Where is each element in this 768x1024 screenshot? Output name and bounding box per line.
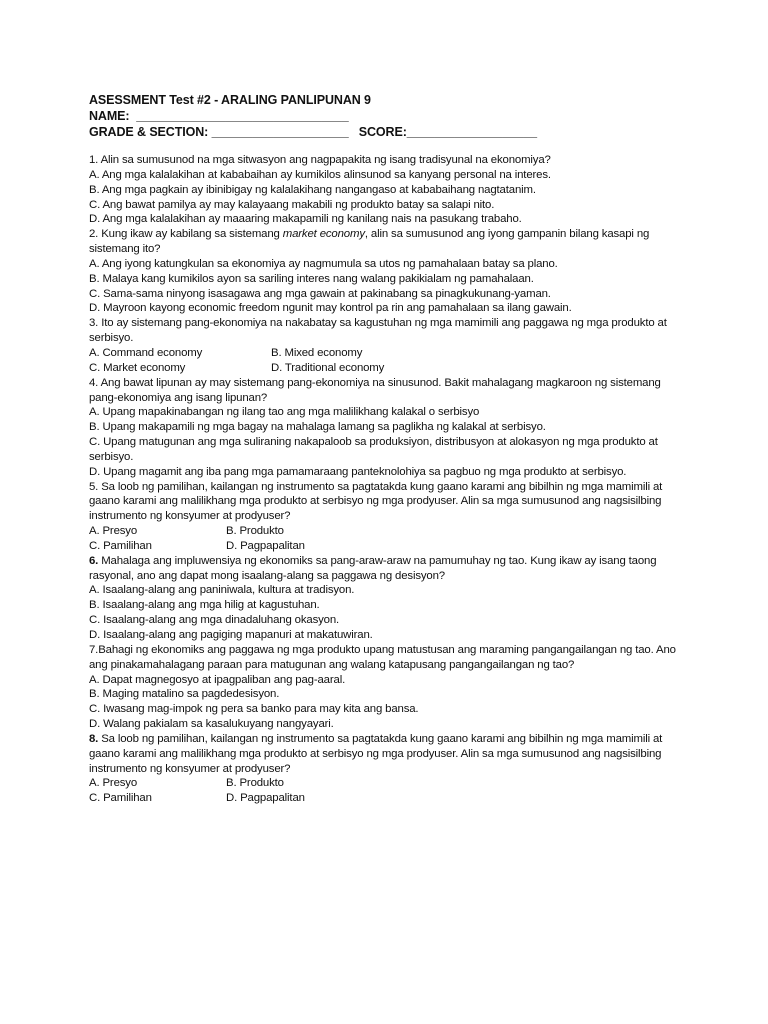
option-b: B. Mixed economy bbox=[271, 346, 363, 359]
option-a: A. Presyo bbox=[89, 777, 138, 790]
question-text: 2. Kung ikaw ay kabilang sa sistemang market economy, alin sa sumusunod ang iyong gampanin bilang kasapi ng sistemang ito? bbox=[89, 228, 650, 256]
option-c: C. Isaalang-alang ang mga dinadaluhang okasyon. bbox=[89, 614, 340, 627]
question-5 bbox=[89, 480, 688, 554]
question-2 bbox=[89, 227, 688, 316]
option-a: A. Presyo bbox=[89, 525, 138, 538]
option-b: B. Maging matalino sa pagdedesisyon. bbox=[89, 688, 280, 701]
option-a: A. Dapat magnegosyo at ipagpaliban ang pag-aaral. bbox=[89, 673, 346, 686]
option-d: D. Pagpapalitan bbox=[226, 792, 305, 805]
option-c: C. Pamilihan bbox=[89, 792, 152, 805]
option-d: D. Pagpapalitan bbox=[226, 539, 305, 552]
option-b: B. Upang makapamili ng mga bagay na mahalaga lamang sa paglikha ng kalakal at serbisyo. bbox=[89, 421, 546, 434]
option-b: B. Malaya kang kumikilos ayon sa sariling interes nang walang pakikialam ng pamahalaan. bbox=[89, 272, 534, 285]
question-text: 5. Sa loob ng pamilihan, kailangan ng instrumento sa pagtatakda kung gaano karami ang bibilhin ng mga mamimili at gaano karami ang malilikhang mga produkto at serbisyo ng mga prodyuser. Alin sa mga sumusunod ang nagsisilbing instrumento ng konsyumer at prodyuser? bbox=[89, 480, 663, 523]
option-c: C. Iwasang mag-impok ng pera sa banko para may kita ang bansa. bbox=[89, 703, 419, 716]
question-4 bbox=[89, 376, 688, 480]
question-text: 7.Bahagi ng ekonomiks ang paggawa ng mga produkto upang matustusan ang maraming pangangailangan ng tao. Ano ang pinakamahalagang paraan para matugunan ang walang katapusang pangangailangan ng tao? bbox=[89, 643, 676, 671]
question-8 bbox=[89, 732, 688, 806]
option-c: C. Sama-sama ninyong isasagawa ang mga gawain at pakinabang sa pinagkukunang-yaman. bbox=[89, 287, 551, 300]
option-d: D. Ang mga kalalakihan ay maaaring makapamili ng kanilang nais na pasukang trabaho. bbox=[89, 213, 522, 226]
emphasis-term: market economy bbox=[282, 228, 365, 241]
grade-score-line: GRADE & SECTION: ____________________ SCORE:___________________ bbox=[89, 125, 537, 139]
document-title: ASESSMENT Test #2 - ARALING PANLIPUNAN 9 bbox=[89, 93, 371, 107]
option-a: A. Ang iyong katungkulan sa ekonomiya ay nagmumula sa utos ng pamahalaan batay sa plano. bbox=[89, 257, 558, 270]
option-d: D. Isaalang-alang ang pagiging mapanuri at makatuwiran. bbox=[89, 629, 373, 641]
option-a: A. Isaalang-alang ang paniniwala, kultura at tradisyon. bbox=[89, 584, 355, 597]
question-text: 1. Alin sa sumusunod na mga sitwasyon ang nagpapakita ng isang tradisyunal na ekonomiya? bbox=[89, 154, 551, 166]
option-b: B. Produkto bbox=[226, 777, 284, 790]
option-c: C. Ang bawat pamilya ay may kalayaang makabili ng produkto batay sa salapi nito. bbox=[89, 198, 495, 211]
option-a: A. Upang mapakinabangan ng ilang tao ang mga malilikhang kalakal o serbisyo bbox=[89, 406, 480, 419]
option-b: B. Isaalang-alang ang mga hilig at kagustuhan. bbox=[89, 599, 320, 612]
options-grid bbox=[89, 776, 688, 806]
option-c: C. Upang matugunan ang mga suliraning nakapaloob sa produksiyon, distribusyon at alokasyon ng mga produkto at serbisyo. bbox=[89, 436, 658, 463]
option-a: A. Ang mga kalalakihan at kababaihan ay kumikilos alinsunod sa kanyang personal na interes. bbox=[89, 168, 551, 181]
questions-list bbox=[89, 153, 688, 806]
option-d: D. Walang pakialam sa kasalukuyang nangyayari. bbox=[89, 718, 334, 731]
question-text: 6. Mahalaga ang impluwensiya ng ekonomiks sa pang-araw-araw na pamumuhay ng tao. Kung ikaw ay isang taong rasyonal, ano ang dapat mong isaalang-alang sa paggawa ng desisyon? bbox=[89, 554, 657, 582]
question-text: 4. Ang bawat lipunan ay may sistemang pang-ekonomiya na sinusunod. Bakit mahalagang magkaroon ng sistemang pang-ekonomiya ang isang lipunan? bbox=[89, 376, 661, 404]
option-c: C. Market economy bbox=[89, 361, 186, 374]
option-d: D. Traditional economy bbox=[271, 361, 385, 374]
question-1 bbox=[89, 153, 688, 227]
option-d: D. Upang magamit ang iba pang mga pamamaraang panteknolohiya sa pagbuo ng mga produkto at serbisyo. bbox=[89, 465, 627, 478]
option-d: D. Mayroon kayong economic freedom ngunit may kontrol pa rin ang pamahalaan sa ilang gawain. bbox=[89, 302, 572, 315]
question-3 bbox=[89, 316, 688, 375]
options-grid bbox=[89, 524, 688, 554]
document-header bbox=[89, 92, 688, 140]
option-b: B. Produkto bbox=[226, 525, 284, 538]
question-text: 3. Ito ay sistemang pang-ekonomiya na nakabatay sa kagustuhan ng mga mamimili ang paggawa ng mga produkto at serbisyo. bbox=[89, 317, 667, 345]
name-field-line: NAME: _______________________________ bbox=[89, 109, 349, 123]
question-6 bbox=[89, 554, 688, 643]
option-c: C. Pamilihan bbox=[89, 539, 152, 552]
question-text: 8. Sa loob ng pamilihan, kailangan ng instrumento sa pagtatakda kung gaano karami ang bibilhin ng mga mamimili at gaano karami ang malilikhang mga produkto at serbisyo ng mga prodyuser. Alin sa mga sumusunod ang nagsisilbing instrumento ng konsyumer at prodyuser? bbox=[89, 732, 663, 775]
option-b: B. Ang mga pagkain ay ibinibigay ng kalalakihang nangangaso at kababaihang nagtatanim. bbox=[89, 183, 536, 196]
question-7 bbox=[89, 643, 688, 732]
options-grid bbox=[89, 346, 688, 376]
option-a: A. Command economy bbox=[89, 346, 203, 359]
